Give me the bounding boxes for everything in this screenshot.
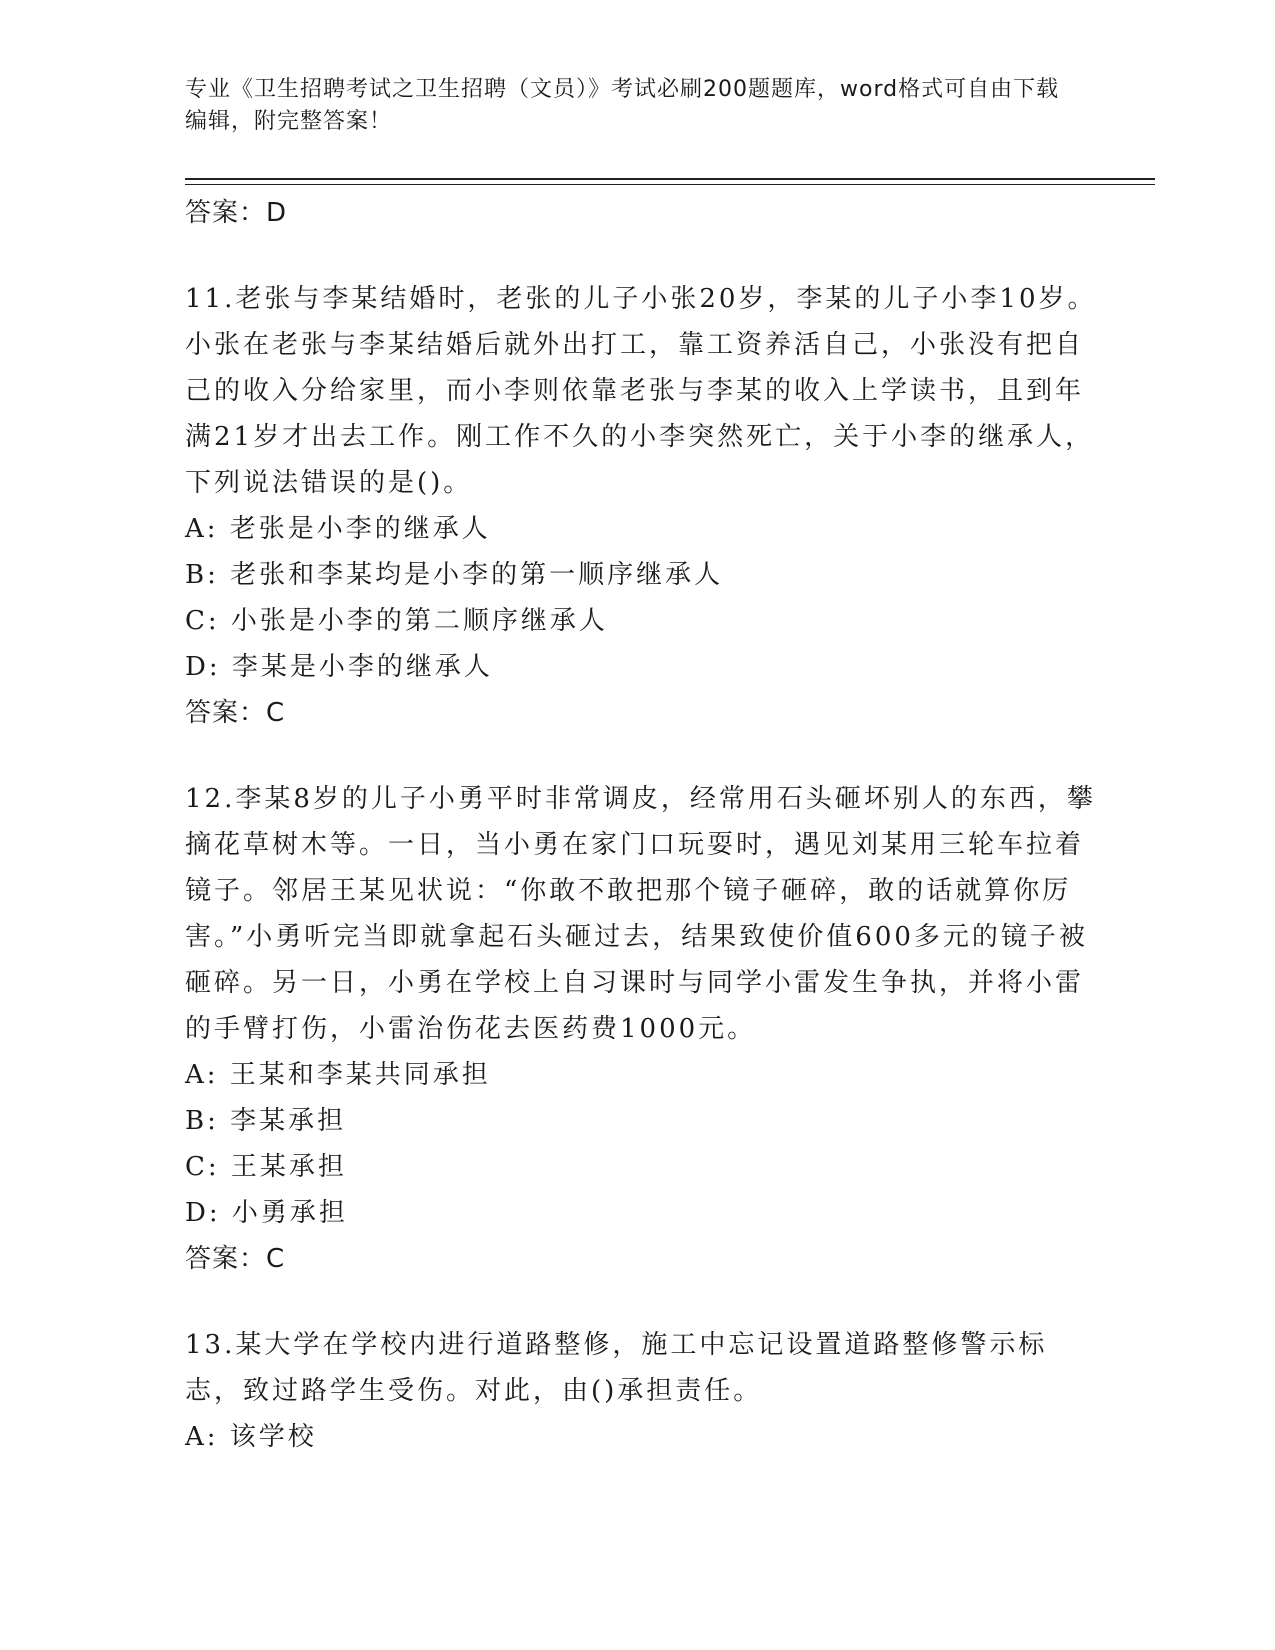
question-text: 13.某大学在学校内进行道路整修，施工中忘记设置道路整修警示标志，致过路学生受伤。对此，由()承担责任。 [185, 1330, 1048, 1406]
answer: 答案：C [185, 1244, 286, 1274]
option-d: D: 李某是小李的继承人 [185, 652, 493, 682]
option-b: B: 老张和李某均是小李的第一顺序继承人 [185, 560, 724, 590]
option-a: A: 该学校 [185, 1422, 317, 1452]
option-c: C: 王某承担 [185, 1152, 347, 1182]
option-d: D: 小勇承担 [185, 1198, 348, 1228]
answer-prev: 答案：D [185, 198, 288, 228]
document-body [185, 190, 1105, 1460]
answer: 答案：C [185, 698, 286, 728]
question-text: 12.李某8岁的儿子小勇平时非常调皮，经常用石头砸坏别人的东西，攀摘花草树木等。一日，当小勇在家门口玩耍时，遇见刘某用三轮车拉着镜子。邻居王某见状说：“你敢不敢把那个镜子砸碎，敢的话就算你厉害。”小勇听完当即就拿起石头砸过去，结果致使价值600多元的镜子被砸碎。另一日，小勇在学校上自习课时与同学小雷发生争执，并将小雷的手臂打伤，小雷治伤花去医药费1000元。 [185, 784, 1096, 1044]
header-rule-thick [185, 178, 1155, 180]
header-rule-thin [185, 184, 1155, 185]
option-a: A: 王某和李某共同承担 [185, 1060, 491, 1090]
option-b: B: 李某承担 [185, 1106, 347, 1136]
question-12 [185, 776, 1105, 1282]
document-header: 专业《卫生招聘考试之卫生招聘（文员）》考试必刷200题题库，word格式可自由下载编辑，附完整答案！ [185, 77, 1060, 134]
option-c: C: 小张是小李的第二顺序继承人 [185, 606, 608, 636]
question-11 [185, 276, 1105, 736]
option-a: A: 老张是小李的继承人 [185, 514, 491, 544]
question-text: 11.老张与李某结婚时，老张的儿子小张20岁，李某的儿子小李10岁。小张在老张与李某结婚后就外出打工，靠工资养活自己，小张没有把自己的收入分给家里，而小李则依靠老张与李某的收入上学读书，且到年满21岁才出去工作。刚工作不久的小李突然死亡，关于小李的继承人，下列说法错误的是()。 [185, 284, 1097, 498]
question-13 [185, 1322, 1105, 1460]
